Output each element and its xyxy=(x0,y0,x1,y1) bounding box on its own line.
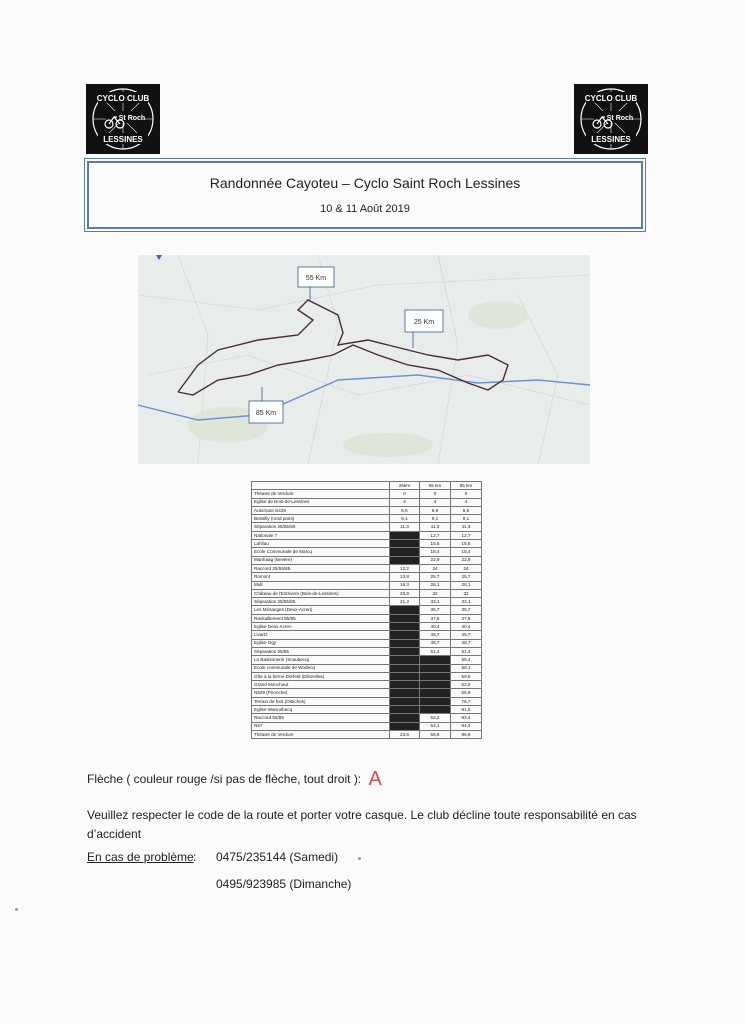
table-row xyxy=(252,714,482,722)
logo-line3: LESSINES xyxy=(591,135,631,144)
map-label-85km-text: 85 Km xyxy=(255,410,277,417)
table-row xyxy=(252,506,482,514)
table-cell-v25: 23,6 xyxy=(390,730,420,738)
table-cell-v55 xyxy=(420,697,451,705)
table-row xyxy=(252,681,482,689)
table-cell-v55: 6,5 xyxy=(420,506,451,514)
route-table xyxy=(251,481,481,747)
table-cell-v55 xyxy=(420,681,451,689)
table-row xyxy=(252,548,482,556)
table-cell-v55: 51,4 xyxy=(420,647,451,655)
table-cell-place: Nationale 7 xyxy=(252,531,390,539)
table-row xyxy=(252,647,482,655)
table-cell-v25 xyxy=(390,722,420,730)
table-cell-v25 xyxy=(390,714,420,722)
table-cell-v85: 83,4 xyxy=(451,714,482,722)
table-row xyxy=(252,730,482,738)
table-row xyxy=(252,689,482,697)
title-box xyxy=(87,161,643,229)
table-cell-place: Autoroute E429 xyxy=(252,506,390,514)
table-cell-place: Eglise Wannebecq xyxy=(252,706,390,714)
table-cell-v85: 18,4 xyxy=(451,548,482,556)
table-row xyxy=(252,581,482,589)
table-row xyxy=(252,614,482,622)
table-cell-v55: 0 xyxy=(420,490,451,498)
table-cell-v85: 22,9 xyxy=(451,556,482,564)
table-cell-v25 xyxy=(390,531,420,539)
arrow-letter: A xyxy=(368,768,382,790)
table-cell-place: Manhaag (Bevère) xyxy=(252,556,390,564)
table-cell-v85: 45,7 xyxy=(451,631,482,639)
table-row xyxy=(252,656,482,664)
table-cell-v25 xyxy=(390,623,420,631)
logo-line2: St Roch xyxy=(118,115,146,122)
table-cell-v85: 59,5 xyxy=(451,672,482,680)
table-cell-v25 xyxy=(390,556,420,564)
logo-line2: St Roch xyxy=(606,115,634,122)
table-cell-v55: 40,4 xyxy=(420,623,451,631)
table-cell-v25: 11,3 xyxy=(390,523,420,531)
table-cell-v55: 11,3 xyxy=(420,523,451,531)
table-cell-place: Eglise de Bois-de-Lessines xyxy=(252,498,390,506)
table-row xyxy=(252,498,482,506)
table-cell-v25: 0 xyxy=(390,490,420,498)
table-cell-place: Séparation 25/55/85 xyxy=(252,523,390,531)
table-cell-place: Romont xyxy=(252,573,390,581)
table-cell-v85: 37,8 xyxy=(451,614,482,622)
arrow-note xyxy=(87,768,382,791)
table-cell-place: Mult xyxy=(252,581,390,589)
table-cell-v25: 6,5 xyxy=(390,506,420,514)
table-cell-v55: 48,7 xyxy=(420,639,451,647)
table-cell-v85: 9,1 xyxy=(451,515,482,523)
table-row xyxy=(252,722,482,730)
table-row xyxy=(252,523,482,531)
table-cell-v25: 13,8 xyxy=(390,573,420,581)
table-cell-v25 xyxy=(390,639,420,647)
table-row xyxy=(252,631,482,639)
table-cell-place: Raccord 25/55/85 xyxy=(252,564,390,572)
table-row xyxy=(252,664,482,672)
table-cell-place: Terrain de foot (Ostiches) xyxy=(252,697,390,705)
table-cell-v25 xyxy=(390,697,420,705)
table-row xyxy=(252,556,482,564)
problem-colon: : xyxy=(193,850,197,864)
table-cell-v85: 4 xyxy=(451,498,482,506)
table-row xyxy=(252,490,482,498)
table-cell-place: Lahliau xyxy=(252,540,390,548)
table-cell-place: Grand Monchaut xyxy=(252,681,390,689)
table-cell-place: Les Mésanges (Deux-Acren) xyxy=(252,606,390,614)
table-cell-v85: 12,7 xyxy=(451,531,482,539)
logo-line3: LESSINES xyxy=(103,135,143,144)
table-cell-v85: 24 xyxy=(451,564,482,572)
table-cell-v25 xyxy=(390,672,420,680)
table-cell-place: Eglise Deux Acren xyxy=(252,623,390,631)
table-cell-v25 xyxy=(390,614,420,622)
table-row xyxy=(252,598,482,606)
table-cell-place: Ecole Communale de Marcq xyxy=(252,548,390,556)
table-cell-v55 xyxy=(420,706,451,714)
club-logo-left xyxy=(86,84,160,154)
table-cell-v55 xyxy=(420,689,451,697)
table-header: 55 km xyxy=(420,482,451,490)
table-cell-place: N57 xyxy=(252,722,390,730)
table-header: 85 km xyxy=(451,482,482,490)
speck xyxy=(358,857,361,860)
table-cell-v85: 51,4 xyxy=(451,647,482,655)
table-cell-v85: 11,3 xyxy=(451,523,482,531)
table-cell-v55 xyxy=(420,664,451,672)
table-cell-v85: 55,4 xyxy=(451,656,482,664)
table-cell-v55: 15,6 xyxy=(420,540,451,548)
table-cell-place: N529 (Pironche) xyxy=(252,689,390,697)
table-cell-v85: 62,9 xyxy=(451,681,482,689)
table-cell-v55: 52,2 xyxy=(420,714,451,722)
arrow-note-text: Flèche ( couleur rouge /si pas de flèche, tout droit ): xyxy=(87,772,362,786)
table-row xyxy=(252,623,482,631)
table-cell-place: Château de l'Estrivere (Bois-de-Lessines) xyxy=(252,589,390,597)
table-cell-v25 xyxy=(390,689,420,697)
table-cell-v55: 24 xyxy=(420,564,451,572)
table-cell-place: Livartz xyxy=(252,631,390,639)
table-row xyxy=(252,589,482,597)
table-cell-v85: 0 xyxy=(451,490,482,498)
table-cell-place: Séparation 55/85 xyxy=(252,647,390,655)
table-cell-v85: 58,1 xyxy=(451,664,482,672)
table-cell-v55: 25,7 xyxy=(420,573,451,581)
table-cell-v25 xyxy=(390,631,420,639)
table-row xyxy=(252,706,482,714)
table-cell-place: Gîte à la ferme Dörfeld (Ellezelles) xyxy=(252,672,390,680)
table-row xyxy=(252,606,482,614)
table-cell-place: La Baissonerie (Scaubecq) xyxy=(252,656,390,664)
table-cell-v85: 48,7 xyxy=(451,639,482,647)
table-cell-v55: 45,7 xyxy=(420,631,451,639)
table-cell-v85: 86,8 xyxy=(451,730,482,738)
table-row xyxy=(252,515,482,523)
table-cell-v85: 33,1 xyxy=(451,598,482,606)
table-header: 25km xyxy=(390,482,420,490)
table-header-row xyxy=(252,482,482,490)
table-cell-v25 xyxy=(390,540,420,548)
phone-sunday: 0495/923985 (Dimanche) xyxy=(216,877,352,891)
table-cell-v55: 55,6 xyxy=(420,730,451,738)
table-cell-v55: 37,8 xyxy=(420,614,451,622)
table-cell-v25 xyxy=(390,681,420,689)
table-row xyxy=(252,697,482,705)
map-label-25km-text: 25 Km xyxy=(413,319,435,326)
route-map xyxy=(138,255,590,464)
table-cell-v85: 81,6 xyxy=(451,706,482,714)
table-row xyxy=(252,672,482,680)
table-row xyxy=(252,639,482,647)
table-cell-v55: 32 xyxy=(420,589,451,597)
page-title: Randonnée Cayoteu – Cyclo Saint Roch Lessines xyxy=(209,175,521,191)
table-cell-v25: 9,1 xyxy=(390,515,420,523)
speck xyxy=(15,908,18,911)
logo-line1: CYCLO CLUB xyxy=(584,94,638,103)
logo-line1: CYCLO CLUB xyxy=(96,94,150,103)
club-logo-right xyxy=(574,84,648,154)
table-cell-v85: 76,7 xyxy=(451,697,482,705)
table-cell-place: Eglise Ogy xyxy=(252,639,390,647)
table-cell-v85: 35,7 xyxy=(451,606,482,614)
table-cell-v55: 28,1 xyxy=(420,581,451,589)
table-cell-v55 xyxy=(420,672,451,680)
table-cell-place: Raccord 55/85 xyxy=(252,714,390,722)
table-cell-v85: 84,3 xyxy=(451,722,482,730)
phone-saturday: 0475/235144 (Samedi) xyxy=(216,850,339,864)
table-cell-v85: 40,4 xyxy=(451,623,482,631)
table-cell-v85: 15,6 xyxy=(451,540,482,548)
table-cell-v25 xyxy=(390,548,420,556)
table-cell-v25: 20,9 xyxy=(390,589,420,597)
table-cell-v55: 18,4 xyxy=(420,548,451,556)
table-cell-v25 xyxy=(390,647,420,655)
table-row xyxy=(252,573,482,581)
table-cell-v55: 12,7 xyxy=(420,531,451,539)
table-cell-place: Ravitaillement 55/85 xyxy=(252,614,390,622)
table-cell-v25 xyxy=(390,656,420,664)
table-row xyxy=(252,531,482,539)
table-cell-v55: 22,9 xyxy=(420,556,451,564)
table-row xyxy=(252,564,482,572)
safety-notice: Veuillez respecter le code de la route et porter votre casque. Le club décline toute responsabilité en cas d’accident xyxy=(87,808,637,841)
table-cell-v55: 33,1 xyxy=(420,598,451,606)
table-cell-v25: 16,3 xyxy=(390,581,420,589)
map-label-55km-text: 55 Km xyxy=(305,275,327,282)
table-cell-place: Bessilly (rond point) xyxy=(252,515,390,523)
table-cell-v25: 4 xyxy=(390,498,420,506)
table-cell-v85: 32 xyxy=(451,589,482,597)
table-cell-v25 xyxy=(390,606,420,614)
table-cell-v25: 21,3 xyxy=(390,598,420,606)
table-cell-v55: 4 xyxy=(420,498,451,506)
table-cell-v55: 35,7 xyxy=(420,606,451,614)
table-cell-v55 xyxy=(420,656,451,664)
table-cell-v85: 25,7 xyxy=(451,573,482,581)
table-cell-place: Théatre de Verdure xyxy=(252,730,390,738)
table-cell-v25 xyxy=(390,706,420,714)
table-cell-v55: 53,1 xyxy=(420,722,451,730)
problem-label: En cas de problème xyxy=(87,850,194,864)
table-cell-place: Séparation 25/55/85 xyxy=(252,598,390,606)
table-cell-place: Ecole communale de Wodecq xyxy=(252,664,390,672)
event-date: 10 & 11 Août 2019 xyxy=(320,203,410,215)
table-cell-v25: 12,2 xyxy=(390,564,420,572)
table-cell-v25 xyxy=(390,664,420,672)
table-row xyxy=(252,540,482,548)
table-cell-v85: 6,5 xyxy=(451,506,482,514)
table-header xyxy=(252,482,390,490)
table-cell-v85: 28,1 xyxy=(451,581,482,589)
table-cell-v85: 65,9 xyxy=(451,689,482,697)
table-cell-place: Théatre de Verdure xyxy=(252,490,390,498)
table-cell-v55: 9,1 xyxy=(420,515,451,523)
